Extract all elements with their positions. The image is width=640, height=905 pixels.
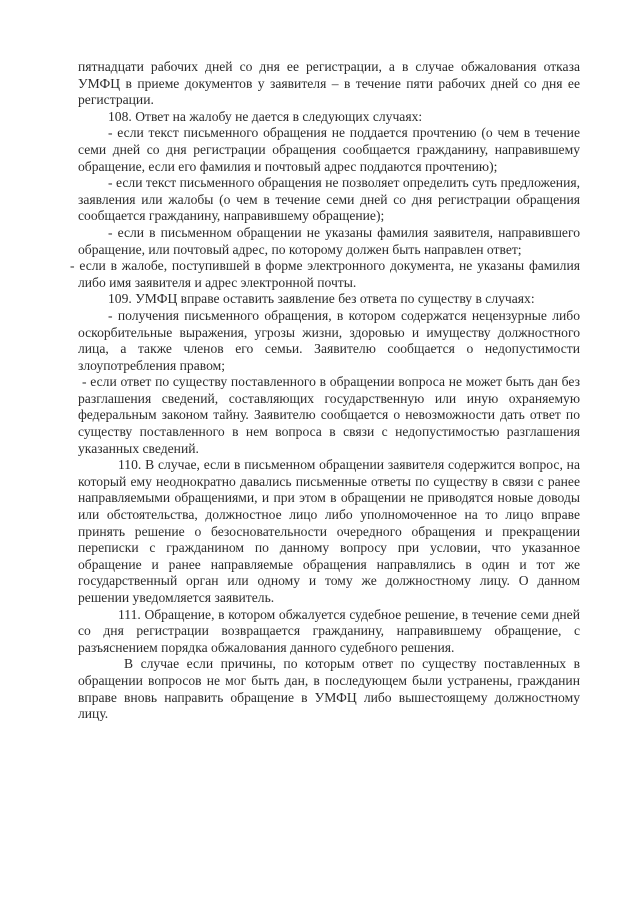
paragraph-continuation: пятнадцати рабочих дней со дня ее регистрации, а в случае обжалования отказа УМФЦ в приеме документов у заявителя – в течение пяти рабочих дней со дня ее регистрации. [78, 59, 580, 108]
paragraph-108-heading: 108. Ответ на жалобу не дается в следующих случаях: [108, 108, 423, 124]
document-body [70, 59, 580, 723]
paragraph-final: В случае если причины, по которым ответ по существу поставленных в обращении вопросов не мог быть дан, в последующем были устранены, гражданин вправе вновь направить обращение в УМФЦ либо вышестоящему должностному лицу. [78, 656, 580, 722]
paragraph-111: 111. Обращение, в котором обжалуется судебное решение, в течение семи дней со дня регистрации возвращается гражданину, направившему обращение, с разъяснением порядка обжалования данного судебного решения. [78, 606, 580, 655]
paragraph-109-item-1: - получения письменного обращения, в котором содержатся нецензурные либо оскорбительные выражения, угрозы жизни, здоровью и имуществу должностного лица, а также членов его семьи. Заявителю сообщается о недопустимости злоупотребления правом; [78, 307, 580, 373]
paragraph-108-item-1: - если текст письменного обращения не поддается прочтению (о чем в течение семи дней со дня регистрации обращения сообщается гражданину, направившему обращение, если его фамилия и почтовый адрес поддаются прочтению); [78, 125, 580, 174]
paragraph-110: 110. В случае, если в письменном обращении заявителя содержится вопрос, на который ему неоднократно давались письменные ответы по существу в связи с ранее направляемыми обращениями, и при этом в обращении не приводятся новые доводы или обстоятельства, должностное лицо либо уполномоченное на то лицо вправе принять решение о безосновательности очередного обращения и прекращении переписки с гражданином по данному вопросу при условии, что указанное обращение и ранее направляемые обращения направлялись в один и тот же государственный орган или одному и тому же должностному лицу. О данном решении уведомляется заявитель. [78, 457, 580, 605]
paragraph-108-item-3: - если в письменном обращении не указаны фамилия заявителя, направившего обращение, или почтовый адрес, по которому должен быть направлен ответ; [78, 224, 580, 257]
paragraph-108-item-4: - если в жалобе, поступившей в форме электронного документа, не указаны фамилия либо имя заявителя и адрес электронной почты. [70, 258, 580, 290]
paragraph-108-item-2: - если текст письменного обращения не позволяет определить суть предложения, заявления или жалобы (о чем в течение семи дней со дня регистрации обращения сообщается гражданину, направившему обращение); [78, 175, 580, 224]
paragraph-109-item-2: - если ответ по существу поставленного в обращении вопроса не может быть дан без разглашения сведений, составляющих государственную или иную охраняемую федеральным законом тайну. Заявителю сообщается о невозможности дать ответ по существу поставленного в нем вопроса в связи с недопустимостью разглашения указанных сведений. [78, 374, 580, 456]
paragraph-109-heading: 109. УМФЦ вправе оставить заявление без ответа по существу в случаях: [108, 291, 535, 307]
